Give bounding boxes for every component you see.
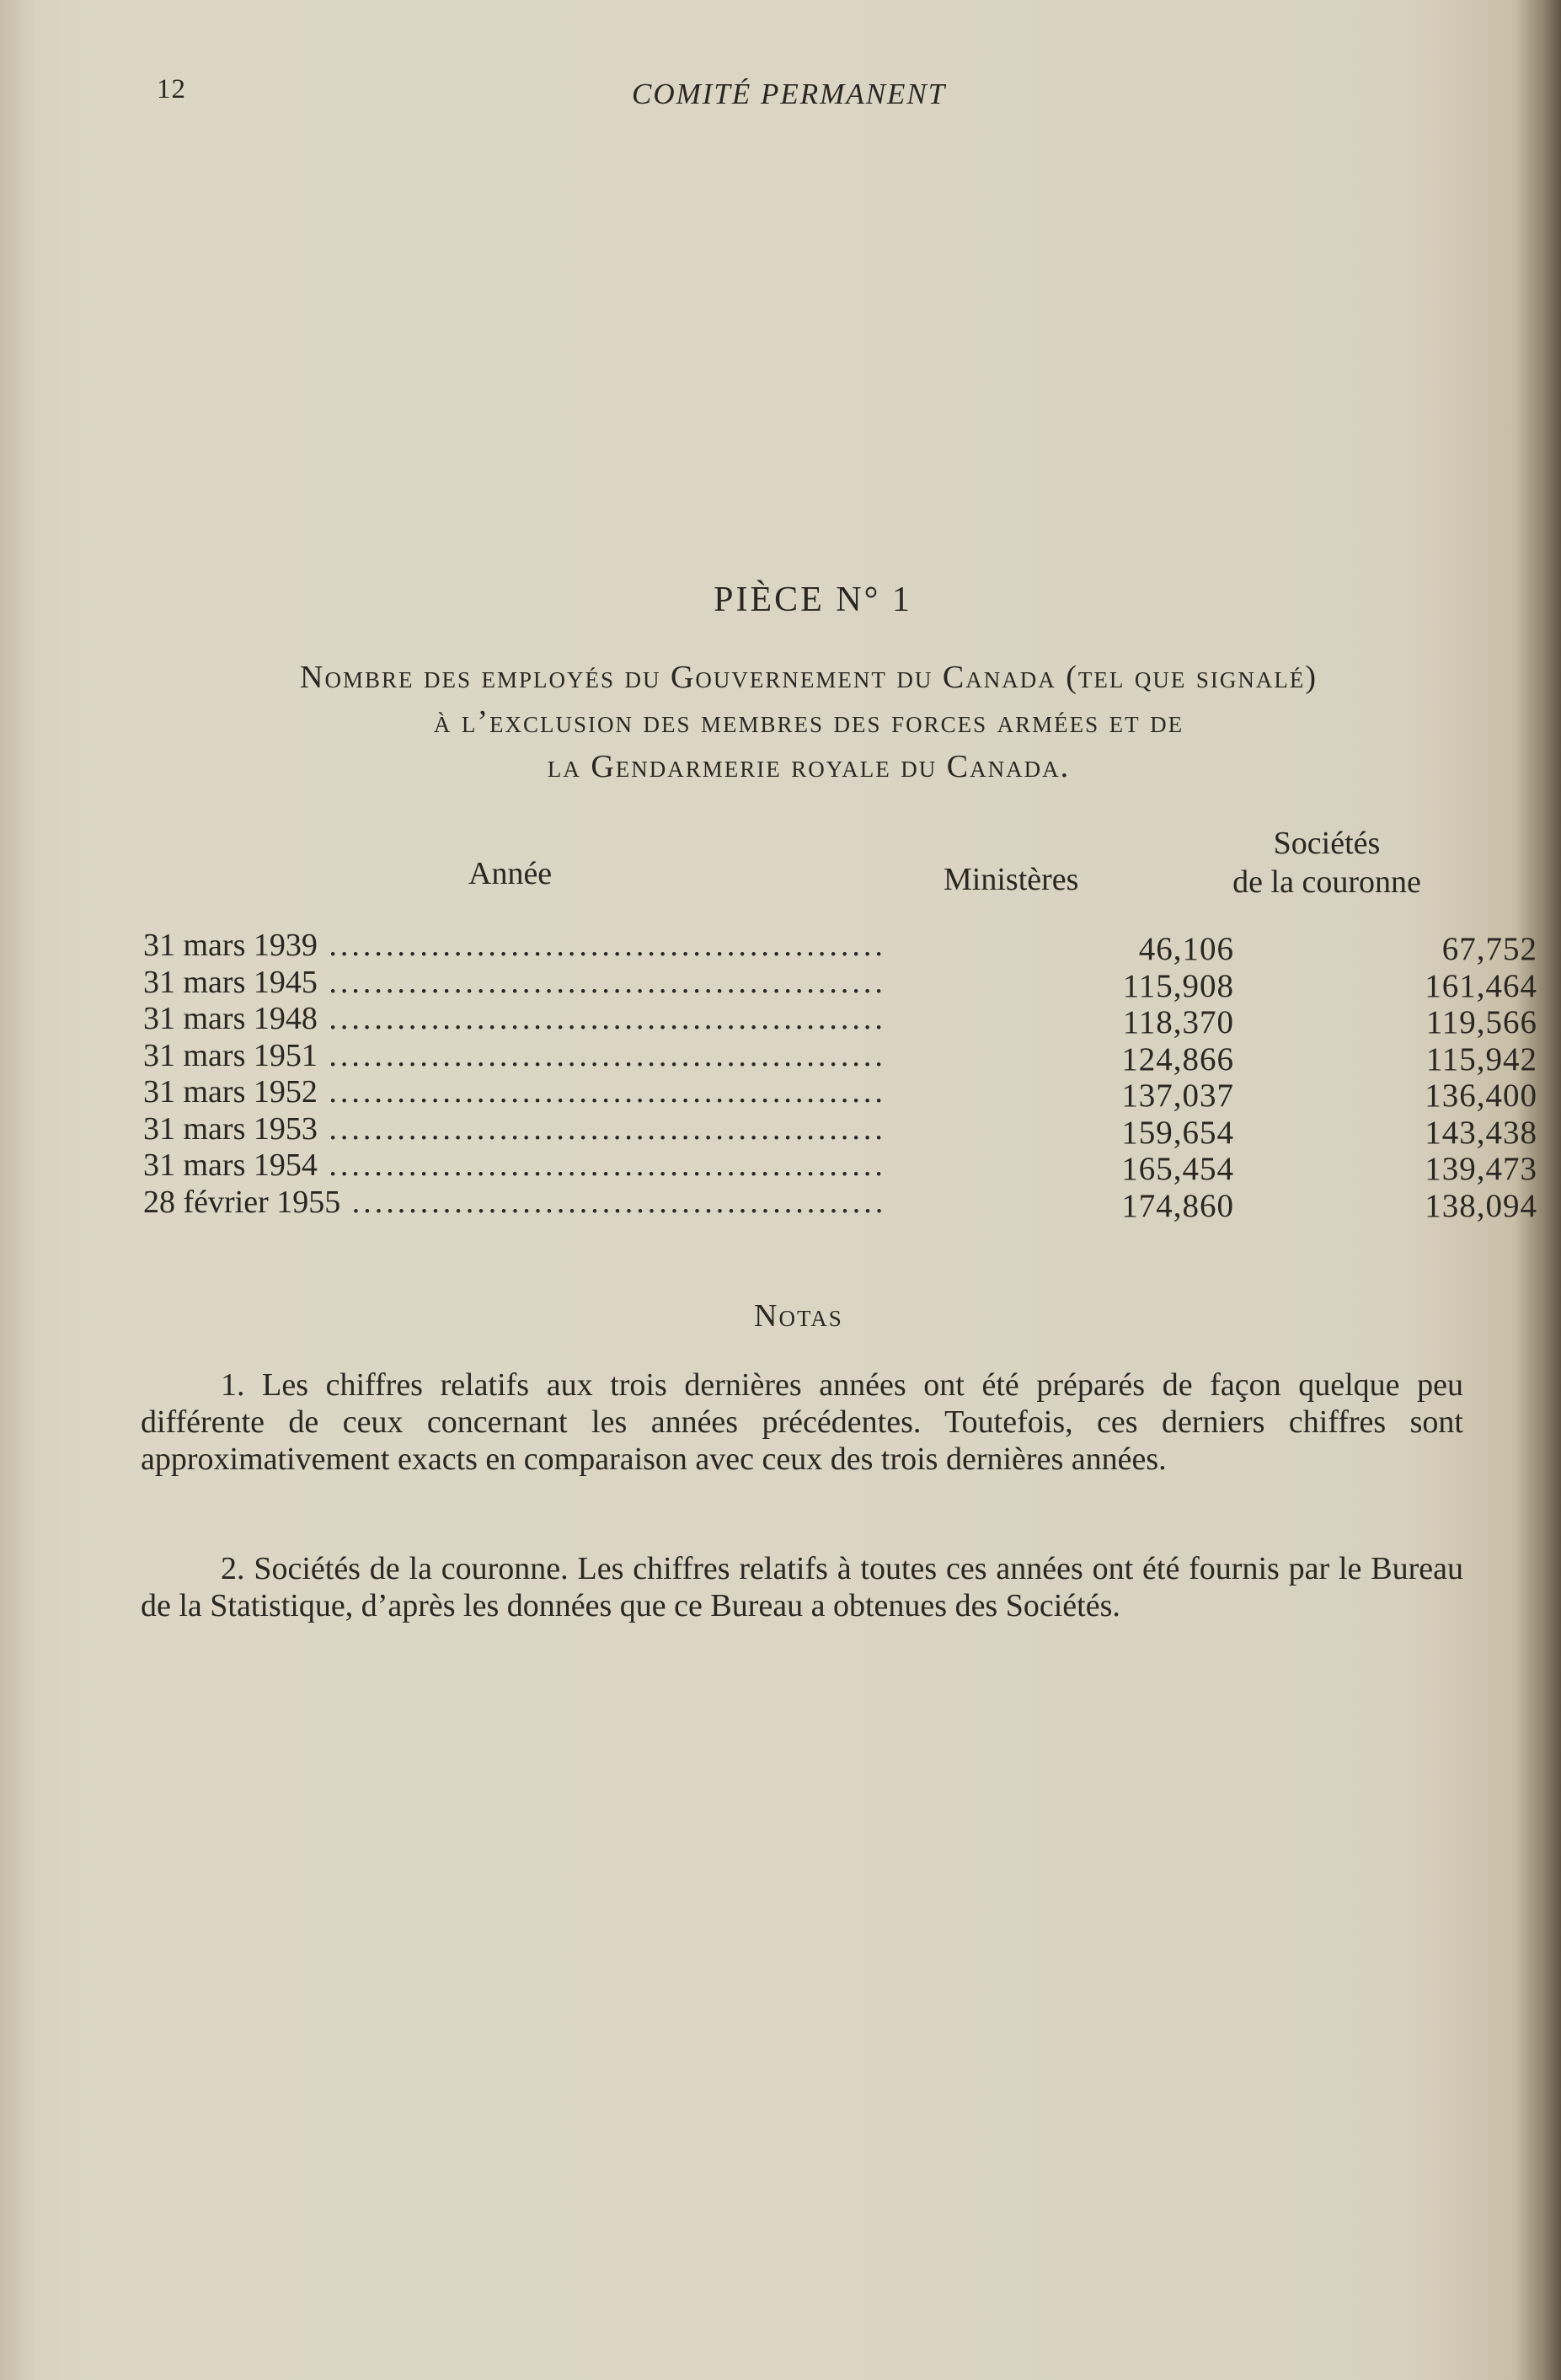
ministeres-cell: 137,037 <box>1121 1078 1234 1114</box>
ministeres-cell: 118,370 <box>1122 1004 1234 1040</box>
societes-cell: 143,438 <box>1425 1114 1537 1151</box>
year-cell: 31 mars 1953 ..... <box>143 1110 885 1147</box>
table-row <box>143 1000 1537 1040</box>
column-header-ministeres: Ministères <box>944 862 1079 897</box>
year-cell: 31 mars 1954 ..... <box>143 1147 885 1184</box>
column-header-societes-line: Sociétés <box>1273 826 1381 861</box>
year-cell: 31 mars 1951 ..... <box>143 1037 885 1074</box>
year-cell: 28 février 1955 ..... <box>143 1184 885 1221</box>
year-cell: 31 mars 1948 ..... <box>143 1000 885 1037</box>
column-header-year: Année <box>468 856 553 891</box>
table-row <box>143 1147 1537 1187</box>
column-header-societes <box>1209 824 1445 901</box>
table-row <box>143 1073 1537 1114</box>
year-cell: 31 mars 1945 ..... <box>143 964 885 1001</box>
ministeres-cell: 124,866 <box>1121 1040 1234 1078</box>
piece-subtitle <box>135 655 1483 789</box>
note-paragraph: 1. Les chiffres relatifs aux trois dernières années ont été préparés de façon quelque peu différente de ceux concernant les années précédentes. Toutefois, ces derniers chiffres sont approximativement exacts en comparaison avec ceux des trois dernières années. <box>141 1367 1463 1477</box>
ministeres-cell: 165,454 <box>1121 1151 1234 1187</box>
column-header-societes-line: de la couronne <box>1232 864 1421 900</box>
table-row <box>143 1037 1537 1078</box>
table-row <box>143 964 1537 1004</box>
piece-title: PIÈCE N° 1 <box>714 580 912 619</box>
year-cell: 31 mars 1939 ..... <box>143 927 885 964</box>
note-paragraph: 2. Sociétés de la couronne. Les chiffres relatifs à toutes ces années ont été fournis par le Bureau de la Statistique, d’après les données que ce Bureau a obtenues des Sociétés. <box>141 1551 1463 1623</box>
table-row <box>143 1184 1537 1224</box>
ministeres-cell: 159,654 <box>1121 1114 1234 1151</box>
societes-cell: 119,566 <box>1425 1004 1537 1040</box>
year-cell: 31 mars 1952 ..... <box>143 1073 885 1110</box>
employee-table <box>143 927 1537 1224</box>
societes-cell: 139,473 <box>1425 1151 1537 1187</box>
ministeres-cell: 46,106 <box>1138 931 1234 967</box>
societes-cell: 161,464 <box>1425 967 1537 1004</box>
notes-title: Notas <box>754 1298 843 1334</box>
societes-cell: 136,400 <box>1425 1078 1537 1114</box>
subtitle-line: la Gendarmerie royale du Canada. <box>547 749 1071 784</box>
page-number: 12 <box>157 74 186 104</box>
societes-cell: 67,752 <box>1441 931 1537 967</box>
subtitle-line: Nombre des employés du Gouvernement du Canada (tel que signalé) <box>300 660 1318 695</box>
table-row <box>143 927 1537 967</box>
societes-cell: 138,094 <box>1425 1187 1537 1224</box>
societes-cell: 115,942 <box>1425 1040 1537 1078</box>
running-title: COMITÉ PERMANENT <box>632 78 947 110</box>
ministeres-cell: 115,908 <box>1122 967 1234 1004</box>
ministeres-cell: 174,860 <box>1121 1187 1234 1224</box>
table-row <box>143 1110 1537 1151</box>
subtitle-line: à l’exclusion des membres des forces armées et de <box>433 704 1184 740</box>
